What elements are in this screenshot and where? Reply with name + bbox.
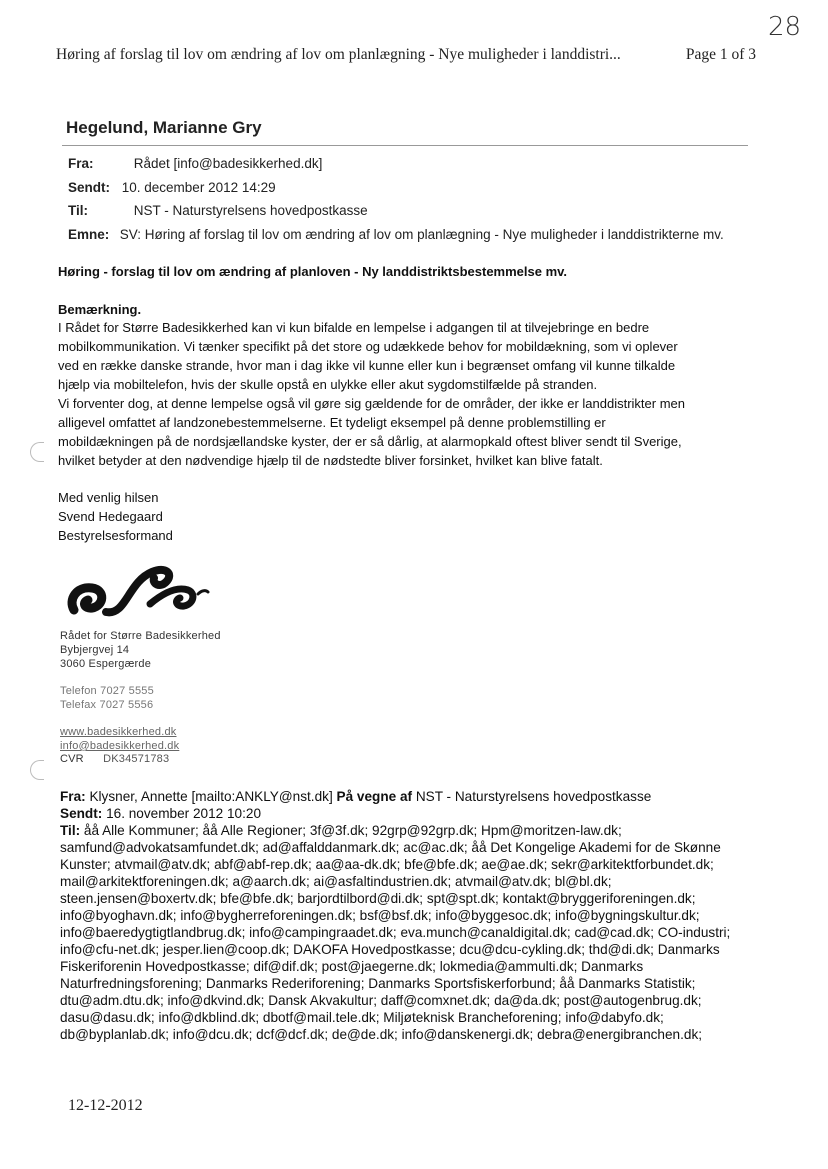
fwd-to-line: samfund@advokatsamfundet.dk; ad@affalddanmark.dk; ac@ac.dk; åå Det Kongelige Akademi for de Skønne: [60, 840, 721, 855]
fwd-to-label: Til:: [60, 823, 81, 838]
subject-row: [68, 227, 724, 242]
body-line: hvilket betyder at den nødvendige hjælp til de nødstedte bliver forsinket, hvilket kan blive fatalt.: [58, 453, 603, 468]
fwd-sent-label: Sendt:: [60, 806, 103, 821]
from-label: Fra:: [68, 156, 94, 171]
body-heading: Høring - forslag til lov om ændring af planloven - Ny landdistriktsbestemmelse mv.: [58, 264, 568, 279]
body-line: alligevel omfattet af landzonebestemmelserne. Et tydeligt eksempel på denne problemstilling er: [58, 415, 606, 430]
sig-cvr: [60, 753, 169, 765]
subject-value: SV: Høring af forslag til lov om ændring af lov om planlægning - Nye muligheder i landdistrikterne mv.: [119, 227, 724, 242]
remark-label: Bemærkning.: [58, 302, 142, 317]
body-line: Vi forventer dog, at denne lempelse også vil gøre sig gældende for de områder, der ikke er landdistrikter men: [58, 396, 685, 411]
fwd-to-line: info@cfu-net.dk; jesper.lien@coop.dk; DAKOFA Hovedpostkasse; dcu@dcu-cykling.dk; thd@di.dk; Danmarks: [60, 942, 720, 957]
fwd-to-line: mail@arkitektforeningen.dk; a@aarch.dk; ai@asfaltindustrien.dk; atvmail@atv.dk; bl@bl.dk;: [60, 874, 612, 889]
fwd-to-line: info@byoghavn.dk; info@bygherreforeningen.dk; bsf@bsf.dk; info@byggesoc.dk; info@bygningskultur.dk;: [60, 908, 700, 923]
header-divider: [62, 145, 748, 146]
footer-date: 12-12-2012: [68, 1097, 143, 1114]
signer-name: Svend Hedegaard: [58, 509, 163, 524]
body-line: ved en række danske strande, hvor man i dag ikke vil kunne eller kun i begrænset omfang vil kunne tilkalde: [58, 358, 676, 373]
sig-email-link[interactable]: info@badesikkerhed.dk: [60, 740, 180, 752]
from-value: Rådet [info@badesikkerhed.dk]: [133, 156, 323, 171]
punch-hole: [30, 760, 44, 780]
page-number: Page 1 of 3: [685, 46, 756, 63]
closing-greeting: Med venlig hilsen: [58, 490, 159, 505]
sig-city: 3060 Espergærde: [60, 658, 152, 670]
sent-row: [68, 180, 276, 195]
fwd-sent-value: 16. november 2012 10:20: [106, 806, 262, 821]
fwd-to-line: Kunster; atvmail@atv.dk; abf@abf-rep.dk; aa@aa-dk.dk; bfe@bfe.dk; ae@ae.dk; sekr@arkitektforbundet.dk;: [60, 857, 714, 872]
sent-value: 10. december 2012 14:29: [121, 180, 276, 195]
body-line: hjælp via mobiltelefon, hvis der skulle opstå en ulykke eller akut sygdomstilfælde på stranden.: [58, 377, 598, 392]
body-line: I Rådet for Større Badesikkerhed kan vi kun bifalde en lempelse i adgangen til at tilvejebringe en bedre: [58, 320, 650, 335]
punch-hole: [30, 442, 44, 462]
sig-web-link[interactable]: www.badesikkerhed.dk: [60, 726, 177, 738]
print-header-title: Høring af forslag til lov om ændring af lov om planlægning - Nye muligheder i landdistri...: [56, 46, 621, 63]
fwd-to-line: Naturfredningsforening; Danmarks Rederiforening; Danmarks Sportsfiskerforbund; åå Danmarks Statistik;: [60, 976, 696, 991]
sig-phone: Telefon 7027 5555: [60, 685, 154, 697]
sig-org: Rådet for Større Badesikkerhed: [60, 630, 221, 642]
signer-title: Bestyrelsesformand: [58, 528, 173, 543]
to-value: NST - Naturstyrelsens hovedpostkasse: [133, 203, 368, 218]
subject-label: Emne:: [68, 227, 110, 242]
body-line: mobilkommunikation. Vi tænker specifikt på det store og udækkede behov for mobildækning, som vi oplever: [58, 339, 678, 354]
handwritten-page-number: 28: [768, 12, 802, 42]
sig-cvr-label: CVR: [60, 753, 84, 765]
fwd-on-behalf-value: NST - Naturstyrelsens hovedpostkasse: [415, 789, 652, 804]
to-row: [68, 203, 368, 218]
fwd-to-line: dtu@adm.dtu.dk; info@dkvind.dk; Dansk Akvakultur; daff@comxnet.dk; da@da.dk; post@autogenbrug.dk;: [60, 993, 702, 1008]
fwd-sent-row: [60, 806, 261, 821]
sig-street: Bybjergvej 14: [60, 644, 130, 656]
fwd-from-row: [60, 789, 651, 804]
fwd-to-line: info@baeredygtigtlandbrug.dk; info@campingraadet.dk; eva.munch@canaldigital.dk; cad@cad.dk; CO-industri;: [60, 925, 731, 940]
fwd-to-line: åå Alle Kommuner; åå Alle Regioner; 3f@3f.dk; 92grp@92grp.dk; Hpm@moritzen-law.dk;: [83, 823, 622, 838]
fwd-to-row: [60, 823, 622, 838]
from-row: [68, 156, 322, 171]
fwd-to-line: steen.jensen@boxertv.dk; bfe@bfe.dk; barjordtilbord@di.dk; spt@spt.dk; kontakt@bryggeriforeningen.dk;: [60, 891, 696, 906]
to-label: Til:: [68, 203, 88, 218]
fwd-from-value: Klysner, Annette [mailto:ANKLY@nst.dk]: [89, 789, 333, 804]
print-header: [56, 46, 756, 64]
recipient-name: Hegelund, Marianne Gry: [66, 118, 262, 137]
sent-label: Sendt:: [68, 180, 110, 195]
fwd-on-behalf-label: På vegne af: [336, 789, 413, 804]
body-line: mobildækningen på de nordsjællandske kyster, der er så dårlig, at alarmopkald oftest bliver sendt til Sverige,: [58, 434, 682, 449]
fwd-to-line: Fiskeriforenin Hovedpostkasse; dif@dif.dk; post@jaegerne.dk; lokmedia@ammulti.dk; Danmarks: [60, 959, 644, 974]
fwd-to-line: dasu@dasu.dk; info@dkblind.dk; dbotf@mail.tele.dk; Miljøteknisk Brancheforening; info@dabyfo.dk;: [60, 1010, 664, 1025]
org-logo: [66, 560, 216, 628]
fwd-to-line: db@byplanlab.dk; info@dcu.dk; dcf@dcf.dk; de@de.dk; info@danskenergi.dk; debra@energibranchen.dk;: [60, 1027, 703, 1042]
sig-cvr-value: DK34571783: [103, 753, 170, 765]
sig-fax: Telefax 7027 5556: [60, 699, 154, 711]
fwd-from-label: Fra:: [60, 789, 86, 804]
